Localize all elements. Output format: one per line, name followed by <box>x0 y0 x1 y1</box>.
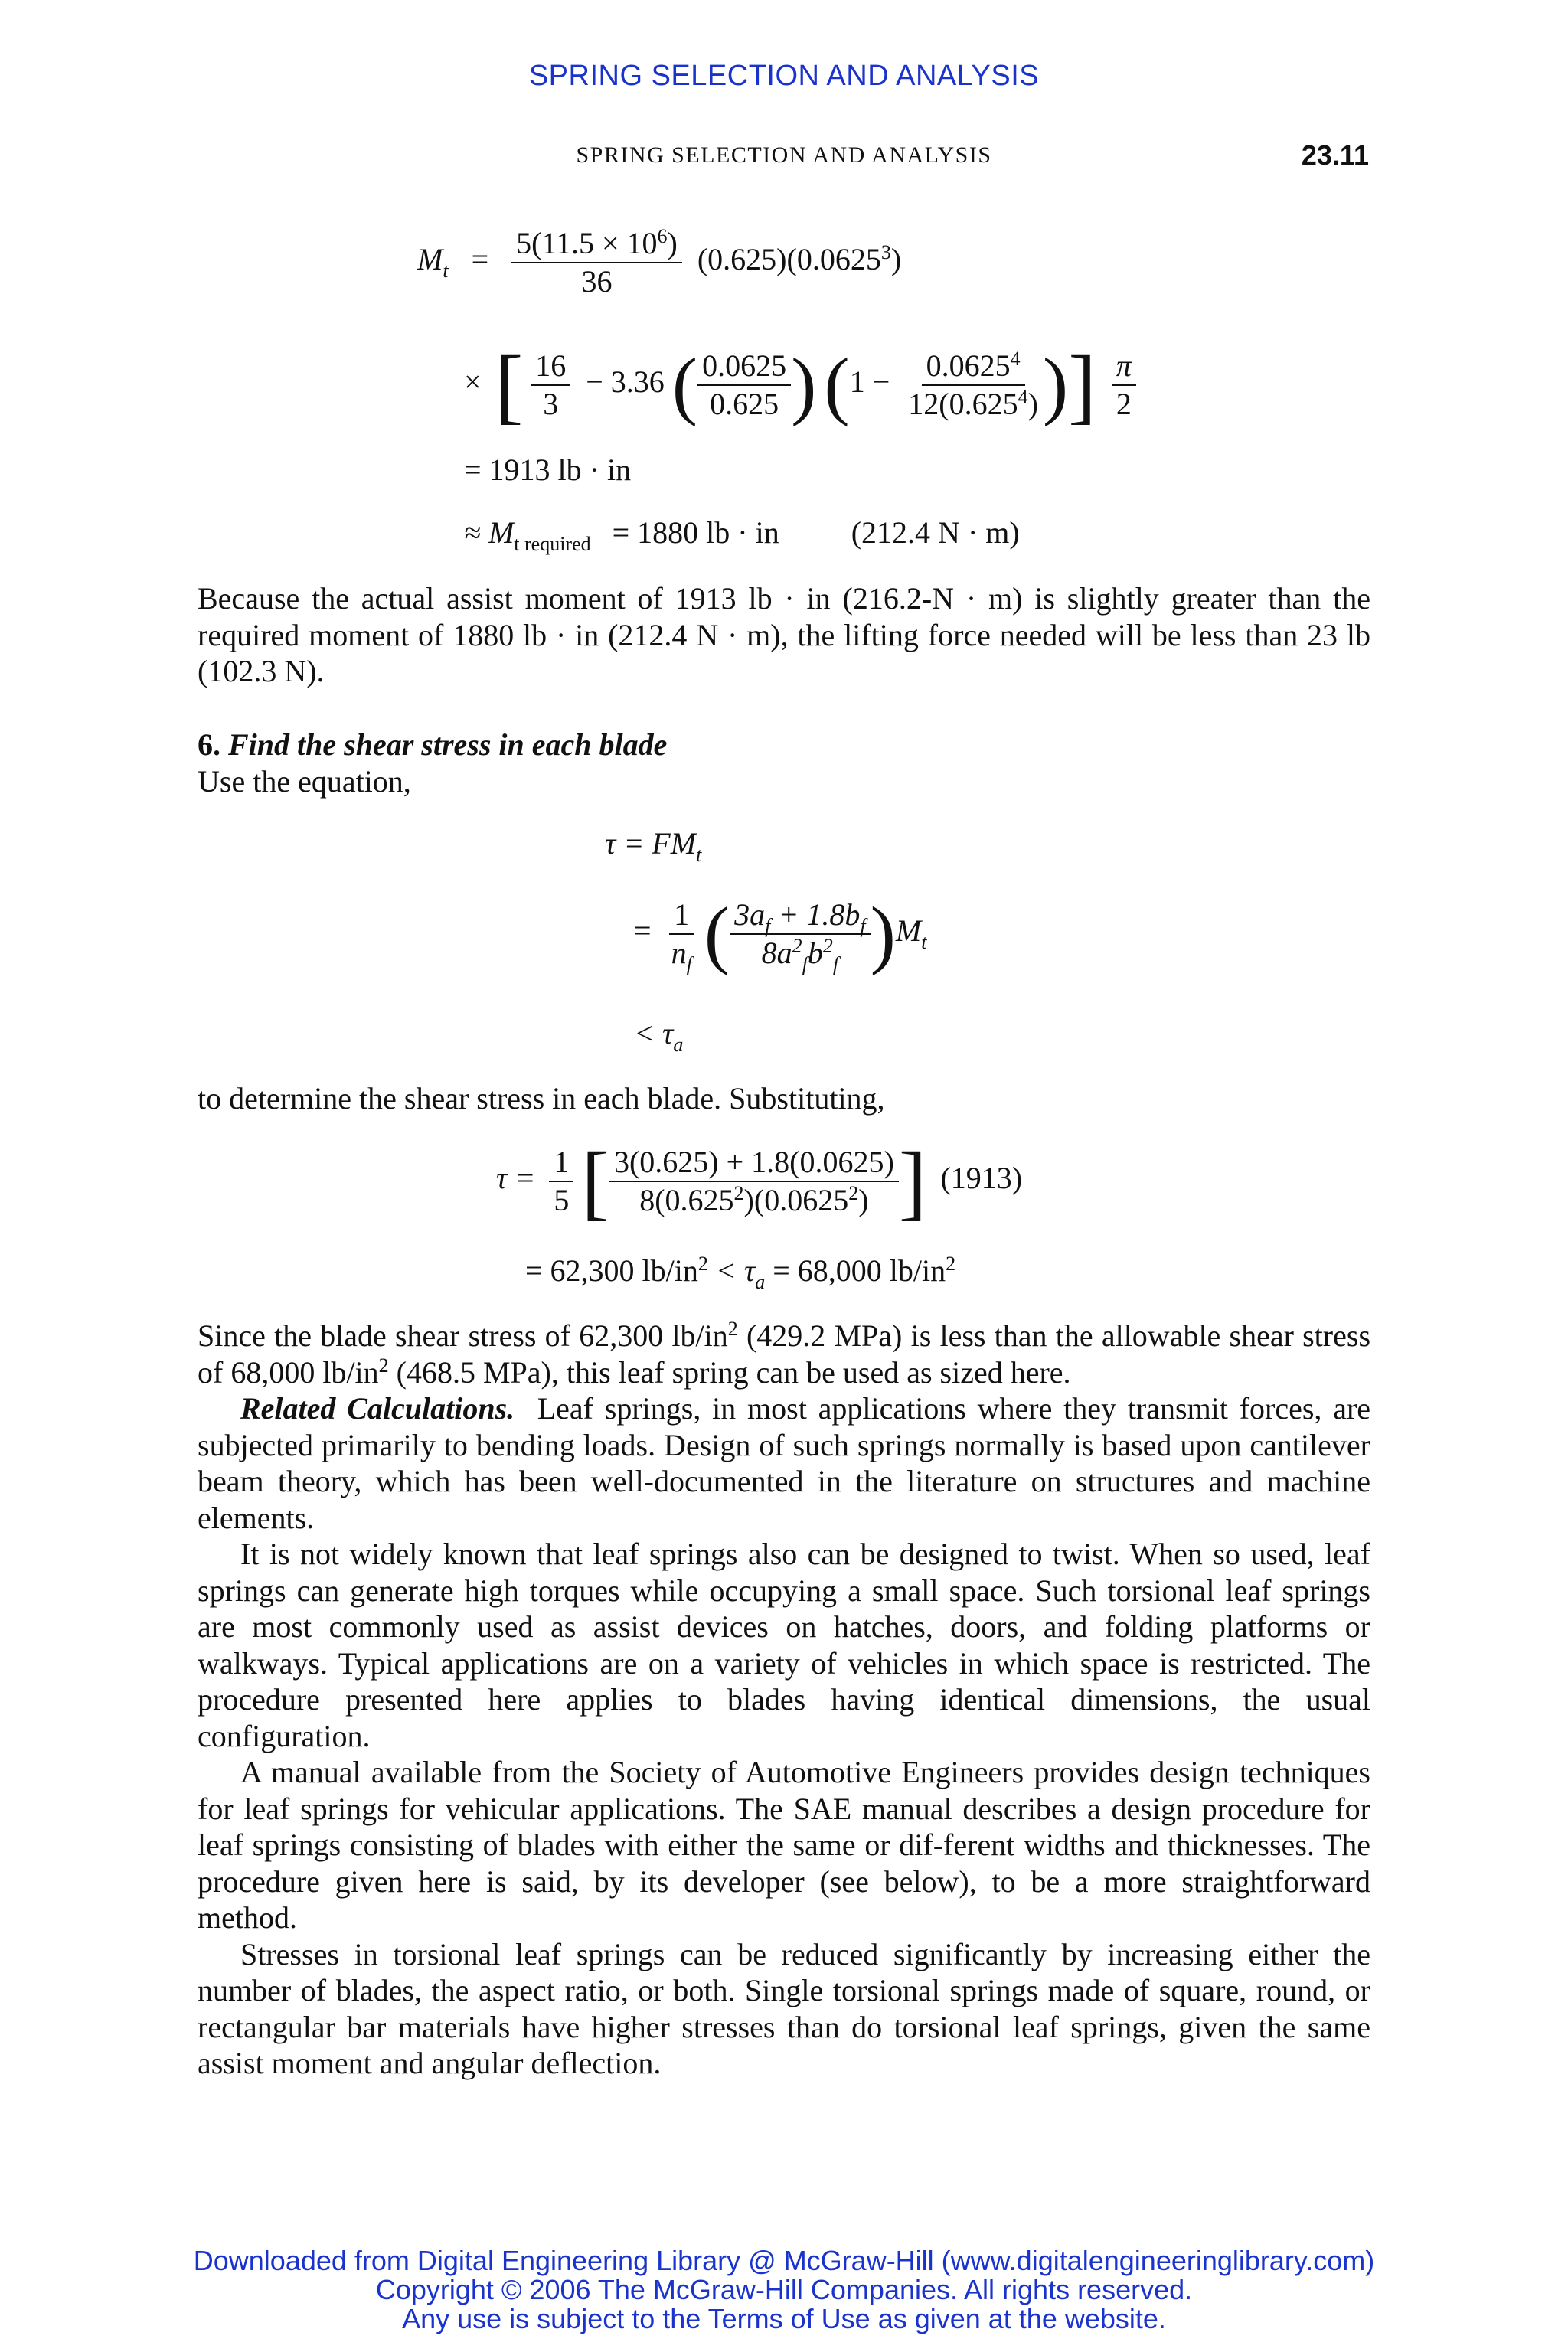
eq1-lhs-sub: t <box>443 260 449 283</box>
eq5-line1-sub: t <box>696 844 702 866</box>
para2-text: to determine the shear stress in each blade. Substituting, <box>198 1081 885 1116</box>
eq5-line3-sub: a <box>673 1034 684 1056</box>
right-bracket: ] <box>1068 338 1096 432</box>
eq5-left-paren: ( <box>704 891 730 976</box>
equation-shear-line3 <box>634 1016 684 1056</box>
equation-shear-line2: = $\frac{1}{n_f}$ ( $\frac{3a_f + 1.8b_f}{8a^2_fb^2_f}$ )$M_t$ <box>634 891 927 976</box>
left-paren-2: ( <box>824 342 850 427</box>
eq2-f2-num: 0.0625 <box>697 351 791 386</box>
footer-notice <box>0 2246 1568 2334</box>
para3-s2: (429.2 MPa) is less than the allowable shear stress of 68,000 lb/in <box>198 1318 1371 1390</box>
footer-line-copyright: Copyright © 2006 The McGraw-Hill Companies. All rights reserved. <box>375 2274 1193 2305</box>
eq6-b-num: 3(0.625) + 1.8(0.0625) <box>609 1147 899 1182</box>
eq6-b-den: 8(0.625 <box>639 1183 734 1217</box>
eq4-approx: ≈ M <box>464 515 514 550</box>
para3-s2-sup: 2 <box>378 1354 389 1377</box>
eq1-num-close: ) <box>667 226 678 260</box>
eq5-line1: τ = FM <box>605 826 697 861</box>
paragraph-related-calculations <box>198 1390 1370 1536</box>
para1-text: Because the actual assist moment of 1913 lb · in (216.2-N · m) is slightly greater than the required moment of 1880 lb · in (212.4 N · m), the lifting force needed will be less than 23 lb (102.3 N). <box>198 581 1370 688</box>
eq7-a-sup: 2 <box>697 1253 708 1275</box>
paragraph-stresses: Stresses in torsional leaf springs can be reduced significantly by increasing either the number of blades, the aspect ratio, or both. Single torsional springs made of square, round, or rectangular bar materials have higher stresses than do torsional leaf springs, given the same assist moment and angular deflection. <box>198 1936 1370 2080</box>
eq7-c-sup: 2 <box>946 1253 956 1275</box>
footer-line-download[interactable]: Downloaded from Digital Engineering Library @ McGraw-Hill (www.digitalengineeringlibrary.com) <box>193 2245 1375 2276</box>
eq5-g-num-sub2: f <box>860 915 866 937</box>
body-text-block <box>198 1318 1370 2082</box>
eq6-lhs: τ = <box>496 1161 536 1196</box>
left-paren-1: ( <box>671 342 698 427</box>
eq2-f3-num-sup: 4 <box>1010 348 1021 370</box>
eq7-a: = 62,300 lb/in <box>525 1253 698 1288</box>
eq2-minus: − 3.36 <box>586 364 665 400</box>
eq4-sub: t required <box>514 533 591 555</box>
paragraph-substituting <box>198 1080 1370 1117</box>
eq5-g-den-b: b <box>807 936 823 970</box>
eq5-f-num: 1 <box>669 900 694 935</box>
eq2-f3-den-close: ) <box>1027 387 1038 421</box>
eq5-f-den: n <box>671 936 687 970</box>
eq6-b-den-mid: )(0.0625 <box>743 1183 849 1217</box>
eq6-f-den: 5 <box>554 1183 570 1217</box>
related-heading: Related Calculations. <box>240 1391 515 1426</box>
eq2-f1-num: 16 <box>531 351 570 386</box>
eq6-b-den-sup1: 2 <box>733 1182 744 1204</box>
equation-moment-line1 <box>417 225 902 299</box>
eq5-g-num-mid: + 1.8b <box>770 897 861 932</box>
eq1-den: 36 <box>581 264 612 299</box>
para3-s1-sup: 2 <box>727 1318 738 1340</box>
paragraph-assist-moment <box>198 580 1370 690</box>
eq1-equals: = <box>471 242 489 277</box>
paragraph-conclusion <box>198 1318 1370 1390</box>
step-number: 6. <box>198 727 220 762</box>
equation-substituted <box>496 1135 1023 1228</box>
eq7-b: < τ <box>707 1253 756 1288</box>
eq5-g-num-sub1: f <box>765 915 771 937</box>
eq1-lhs: M <box>417 242 443 277</box>
eq5-f-den-sub: f <box>686 953 692 975</box>
eq1-num-sup: 6 <box>657 225 668 247</box>
left-bracket: [ <box>495 338 524 432</box>
related-body: Leaf springs, in most applications where they transmit forces, are subjected primarily to bending loads. Design of such springs normally is based upon cantilever beam theory, which has been well-documented in the literature on structures and machine elements. <box>198 1391 1371 1535</box>
paragraph-sae-manual: A manual available from the Society of Automotive Engineers provides design techniques for leaf springs for vehicular applications. The SAE manual describes a design procedure for leaf springs consisting of blades with either the same or dif-ferent widths and thicknesses. The procedure given here is said, by its developer (see below), to be a more straightforward method. <box>198 1755 1370 1935</box>
eq1-rest-close: ) <box>890 242 902 277</box>
eq6-right-bracket: ] <box>898 1135 927 1228</box>
right-paren-2: ) <box>1042 342 1069 427</box>
eq2-pi: π <box>1112 351 1136 386</box>
eq1-rest-sup: 3 <box>880 241 891 264</box>
step-6-heading <box>198 727 1370 799</box>
equation-shear-result <box>525 1253 956 1293</box>
eq7-c: = 68,000 lb/in <box>765 1253 946 1288</box>
eq5-g-den-sup1: 2 <box>792 935 802 957</box>
eq5-right-paren: ) <box>870 891 896 976</box>
eq2-two: 2 <box>1116 387 1132 421</box>
eq6-left-bracket: [ <box>581 1135 609 1228</box>
eq2-one-minus: 1 − <box>849 364 890 400</box>
eq1-fraction <box>511 225 682 299</box>
eq5-tail: M <box>895 913 922 949</box>
eq5-g-den-sup2: 2 <box>822 935 833 957</box>
top-banner-title[interactable]: SPRING SELECTION AND ANALYSIS <box>528 60 1040 92</box>
step-intro: Use the equation, <box>198 763 411 799</box>
eq1-rest: (0.625)(0.0625 <box>697 242 881 277</box>
eq2-f3-den: 12(0.625 <box>908 387 1018 421</box>
eq7-b-sub: a <box>755 1271 766 1293</box>
eq1-num: 5(11.5 × 10 <box>516 226 658 260</box>
eq4-si: (212.4 N · m) <box>851 515 1020 550</box>
eq6-b-den-sup2: 2 <box>848 1182 859 1204</box>
eq2-f3-num: 0.0625 <box>926 348 1011 383</box>
eq2-f1-den: 3 <box>543 387 559 421</box>
equation-shear-line1 <box>605 826 702 866</box>
paragraph-torsional-use: It is not widely known that leaf springs also can be designed to twist. When so used, leaf springs can generate high torques while occupying a small space. Such torsional leaf springs are most commonly used as assist devices on hatches, doors, and folding platforms or walkways. Typical applications are on a variety of vehicles in which space is restricted. The procedure presented here applies to blades having identical dimensions, the usual configuration. <box>198 1537 1370 1753</box>
eq6-tail: (1913) <box>940 1161 1023 1196</box>
eq5-g-den: 8a <box>761 936 792 970</box>
running-head: SPRING SELECTION AND ANALYSIS <box>576 142 992 168</box>
para3-s1: Since the blade shear stress of 62,300 lb/in <box>198 1318 728 1353</box>
eq2-f2-den: 0.625 <box>710 387 779 421</box>
page-number: 23.11 <box>1301 139 1369 171</box>
eq4-value: = 1880 lb · in <box>612 515 779 550</box>
footer-line-terms[interactable]: Any use is subject to the Terms of Use as given at the website. <box>402 2303 1166 2334</box>
para3-s3: (468.5 MPa), this leaf spring can be used as sized here. <box>388 1354 1071 1390</box>
equation-moment-line2 <box>464 338 1136 432</box>
eq2-times: × <box>464 364 482 400</box>
right-paren-1: ) <box>791 342 817 427</box>
eq5-g-den-sub1: f <box>802 953 808 975</box>
eq2-f3-den-sup: 4 <box>1018 386 1028 408</box>
equation-required <box>464 515 1020 555</box>
step-title: Find the shear stress in each blade <box>228 727 668 762</box>
eq5-tail-sub: t <box>921 931 927 954</box>
eq6-f-num: 1 <box>549 1147 573 1182</box>
eq6-b-den-close: ) <box>858 1183 869 1217</box>
eq5-line3: < τ <box>634 1016 674 1050</box>
eq5-g-den-sub2: f <box>832 953 839 975</box>
eq5-g-num: 3a <box>734 897 766 932</box>
equation-result: = 1913 lb · in <box>464 452 632 487</box>
